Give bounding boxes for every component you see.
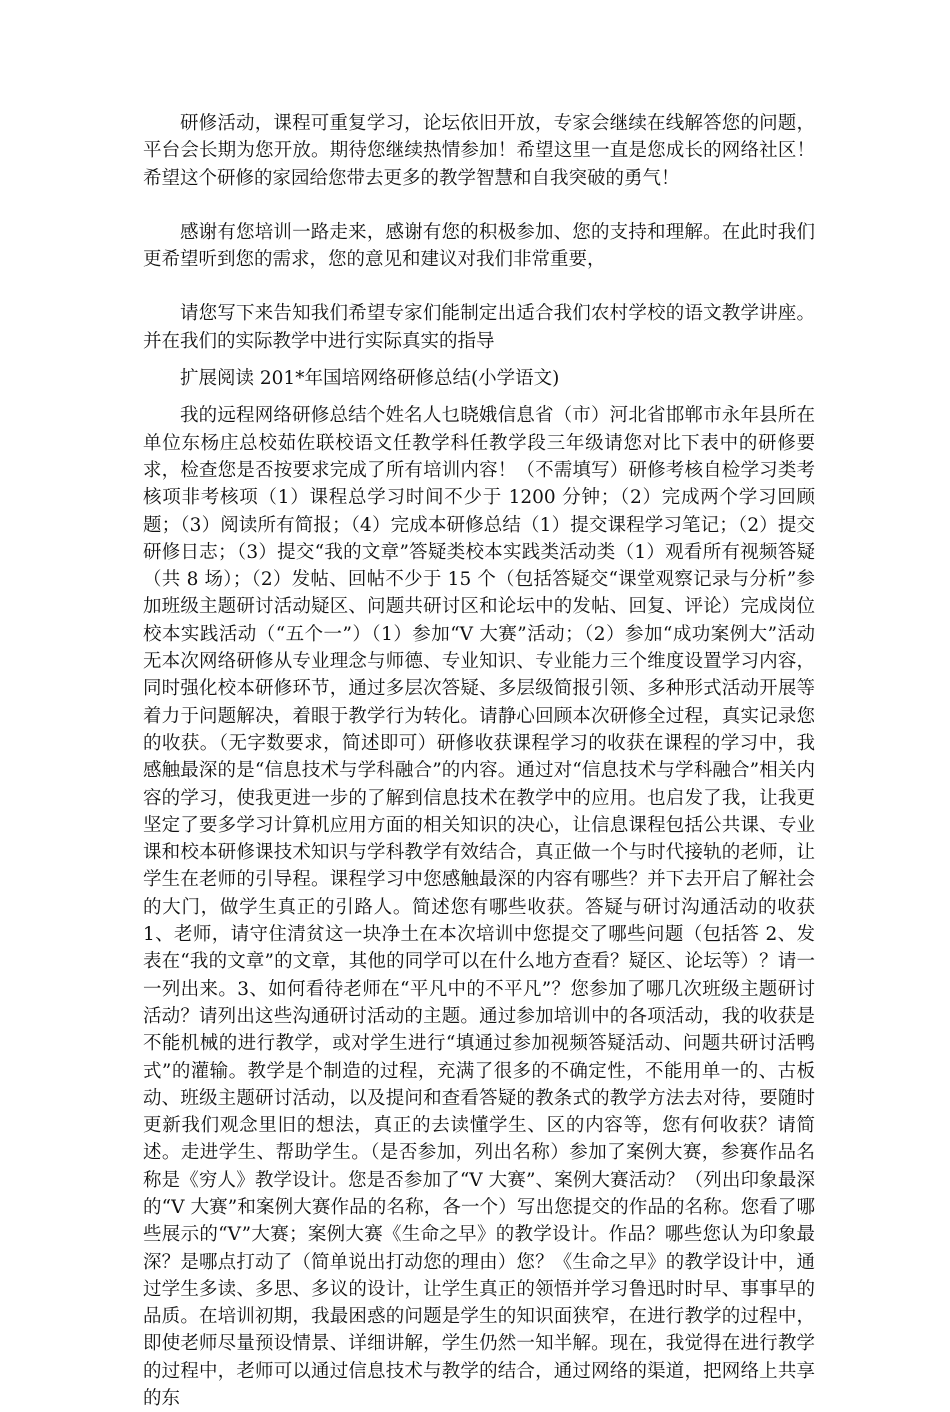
document-body xyxy=(143,110,815,1412)
paragraph-closing-remarks: 研修活动，课程可重复学习，论坛依旧开放，专家会继续在线解答您的问题，平台会长期为您开放。期待您继续热情参加！希望这里一直是您成长的网络社区！希望这个研修的家园给您带去更多的教学智慧和自我突破的勇气！ xyxy=(143,113,815,189)
section-heading: 扩展阅读 201*年国培网络研修总结(小学语文) xyxy=(180,368,560,390)
paragraph-spacer xyxy=(143,273,815,300)
paragraph-thanks: 感谢有您培训一路走来，感谢有您的积极参加、您的支持和理解。在此时我们更希望听到您的需求，您的意见和建议对我们非常重要， xyxy=(143,221,815,271)
paragraph-spacer xyxy=(143,355,815,365)
paragraph-spacer xyxy=(143,392,815,402)
paragraph-request: 请您写下来告知我们希望专家们能制定出适合我们农村学校的语文教学讲座。并在我们的实际教学中进行实际真实的指导 xyxy=(143,303,815,352)
paragraph-summary-body: 我的远程网络研修总结个姓名人乜晓娥信息省（市）河北省邯郸市永年县所在单位东杨庄总校茹佐联校语文任教学科任教学段三年级请您对比下表中的研修要求，检查您是否按要求完成了所有培训内容！（不需填写）研修考核自检学习类考核项非考核项（1）课程总学习时间不少于 1200 分钟；（2）完成两个学习回顾题；（3）阅读所有简报；（4）完成本研修总结（1）提交课程学习笔记；（2）提交研修日志；（3）提交“我的文章”答疑类校本实践类活动类（1）观看所有视频答疑（共 8 场）；（2）发帖、回帖不少于 15 个（包括答疑交“课堂观察记录与分析”参加班级主题研讨活动疑区、问题共研讨区和论坛中的发帖、回复、评论）完成岗位校本实践活动（“五个一”）（1）参加“V 大赛”活动；（2）参加“成功案例大”活动无本次网络研修从专业理念与师德、专业知识、专业能力三个维度设置学习内容，同时强化校本研修环节，通过多层次答疑、多层级简报引领、多种形式活动开展等着力于问题解决，着眼于教学行为转化。请静心回顾本次研修全过程，真实记录您的收获。（无字数要求，简述即可）研修收获课程学习的收获在课程的学习中，我感触最深的是“信息技术与学科融合”的内容。通过对“信息技术与学科融合”相关内容的学习，使我更进一步的了解到信息技术在教学中的应用。也启发了我，让我更坚定了要多学习计算机应用方面的相关知识的决心，让信息课程包括公共课、专业课和校本研修课技术知识与学科教学有效结合，真正做一个与时代接轨的老师，让学生在老师的引导程。课程学习中您感触最深的内容有哪些？并下去开启了解社会的大门，做学生真正的引路人。简述您有哪些收获。答疑与研讨沟通活动的收获 1、老师，请守住清贫这一块净土在本次培训中您提交了哪些问题（包括答 2、发表在“我的文章”的文章，其他的同学可以在什么地方查看？疑区、论坛等）？请一一列出来。3、如何看待老师在“平凡中的不平凡”？您参加了哪几次班级主题研讨活动？请列出这些沟通研讨活动的主题。通过参加培训中的各项活动，我的收获是不能机械的进行教学，或对学生进行“填通过参加视频答疑活动、问题共研讨活鸭式”的灌输。教学是个制造的过程，充满了很多的不确定性，不能用单一的、古板动、班级主题研讨活动，以及提问和查看答疑的教条式的教学方法去对待，要随时更新我们观念里旧的想法，真正的去读懂学生、区的内容等，您有何收获？请简述。走进学生、帮助学生。（是否参加，列出名称）参加了案例大赛，参赛作品名称是《穷人》教学设计。您是否参加了“V 大赛”、案例大赛活动？（列出印象最深的“V 大赛”和案例大赛作品的名称，各一个）写出您提交的作品的名称。您看了哪些展示的“V”大赛；案例大赛《生命之早》的教学设计。作品？哪些您认为印象最深？是哪点打动了（简单说出打动您的理由）您？《生命之早》的教学设计中，通过学生多读、多思、多议的设计，让学生真正的领悟并学习鲁迅时时早、事事早的品质。在培训初期，我最困惑的问题是学生的知识面狭窄，在进行教学的过程中，即使老师尽量预设情景、详细讲解，学生仍然一知半解。现在，我觉得在进行教学的过程中，老师可以通过信息技术与教学的结合，通过网络的渠道，把网络上共享的东 xyxy=(143,405,815,1410)
paragraph-spacer xyxy=(143,192,815,219)
